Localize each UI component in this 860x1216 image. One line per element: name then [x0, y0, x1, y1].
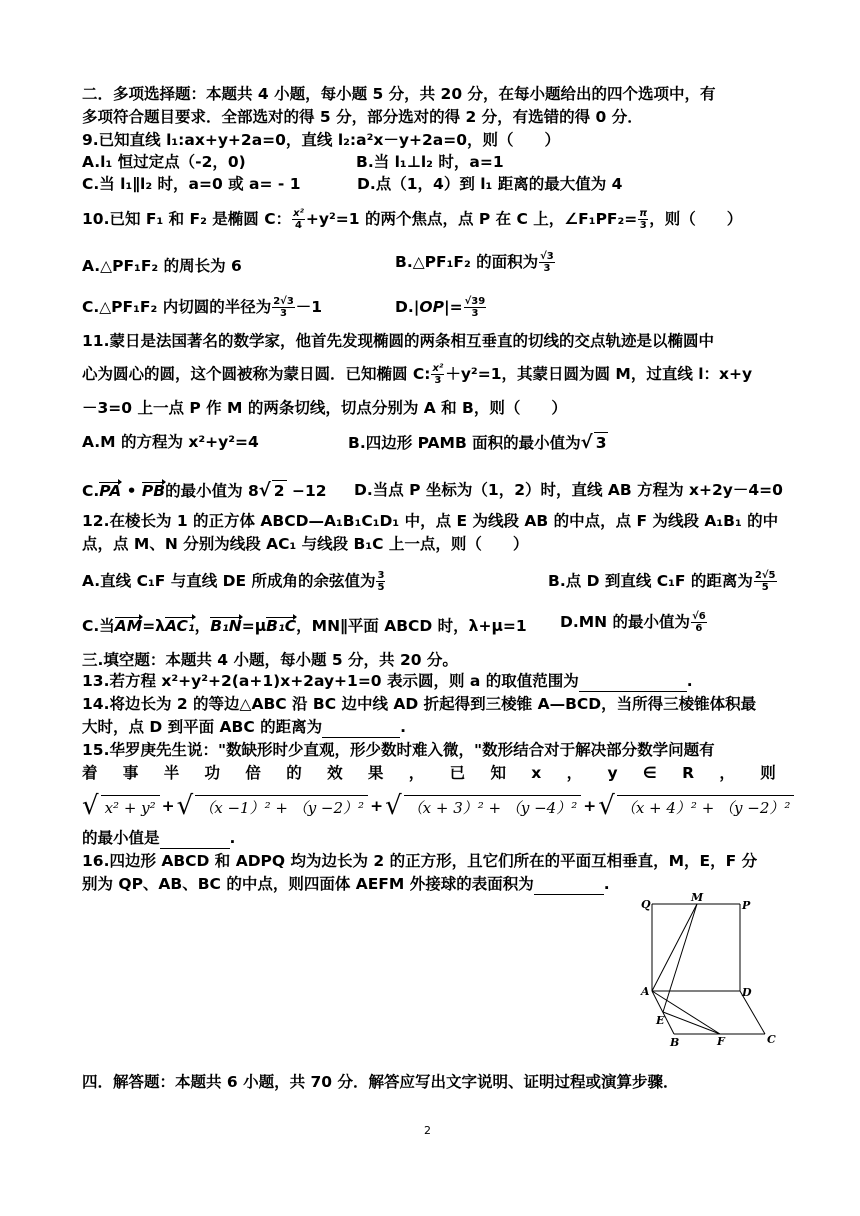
- q14-text: 大时，点 D 到平面 ABC 的距离为: [82, 718, 323, 736]
- q12-option-c: [82, 616, 527, 636]
- q10-stem-pre: 10.已知 F₁ 和 F₂ 是椭圆 C：: [82, 210, 292, 228]
- q9-option-b: B.当 l₁⊥l₂ 时，a=1: [356, 153, 504, 171]
- q10-d-den: 3: [471, 308, 479, 319]
- q12-c-pre: C.当: [82, 617, 115, 635]
- q10-c-den: 3: [280, 308, 287, 319]
- page-number: 2: [424, 1124, 431, 1137]
- q11-c-dot: •: [121, 482, 142, 500]
- label-q: Q: [641, 898, 651, 911]
- q10-stem: [82, 208, 742, 231]
- q12-d-den: 6: [695, 623, 703, 634]
- q10-c-num: 2√3: [273, 296, 294, 307]
- label-c: C: [767, 1033, 776, 1046]
- q12-option-a: [82, 570, 386, 593]
- q11-b-radicand: 3: [595, 434, 607, 452]
- q13-answer-blank[interactable]: [579, 671, 687, 692]
- q13-post: .: [686, 672, 693, 690]
- q16-post: .: [603, 875, 610, 893]
- label-f: F: [717, 1035, 725, 1048]
- q10-stem-mid: +y²=1 的两个焦点，点 P 在 C 上，∠F₁PF₂=: [305, 210, 638, 228]
- q14-line2: [82, 717, 406, 738]
- vector-ac1: AC₁: [164, 617, 195, 635]
- radical-sign: √: [385, 791, 402, 821]
- q10-stem-post: ，则（ ）: [649, 210, 743, 228]
- segment-me: [663, 904, 697, 1012]
- q15-expression: [82, 786, 794, 826]
- q12-a-den: 5: [377, 582, 385, 593]
- q15-line2-char: 则: [760, 764, 776, 782]
- radical-sign: √: [258, 480, 271, 501]
- q15-line2-char: y: [607, 764, 618, 782]
- q15-line2-char: 果: [367, 764, 384, 782]
- q11-c-radicand: 2: [273, 482, 285, 500]
- q10-c-text: C.△PF₁F₂ 内切圆的半径为: [82, 298, 272, 316]
- q15-line2-char: ，: [408, 764, 425, 782]
- radical-sign: √: [82, 791, 99, 821]
- q12-d-fraction: [691, 611, 707, 634]
- q12-option-d: [560, 611, 708, 634]
- q10-option-d: [395, 296, 487, 319]
- q14-answer-blank[interactable]: [322, 717, 400, 738]
- q10-d-fraction: [464, 296, 487, 319]
- q12-b-fraction: [754, 570, 777, 593]
- q10-frac-num: x²: [293, 208, 304, 219]
- plus-sign: +: [583, 797, 597, 815]
- vector-pb: PB: [141, 482, 166, 500]
- q14-post: .: [400, 718, 407, 736]
- q15-text: 的最小值是: [82, 829, 160, 847]
- q15-line2: [82, 763, 776, 783]
- q10-option-c: [82, 296, 322, 319]
- q11-c-mid: 的最小值为 8: [165, 482, 259, 500]
- q12-c-eq1: =λ: [142, 617, 165, 635]
- q15-line2-char: 倍: [245, 764, 261, 782]
- section4-header: 四．解答题：本题共 6 小题，共 70 分．解答应写出文字说明、证明过程或演算步骤．: [82, 1073, 679, 1091]
- q11-c-pre: C.: [82, 482, 100, 500]
- q12-a-num: 3: [377, 570, 385, 581]
- q10-b-text: B.△PF₁F₂ 的面积为: [395, 253, 539, 271]
- q15-line1: 15.华罗庚先生说："数缺形时少直观，形少数时难入微，"数形结合对于解决部分数学问题有: [82, 741, 715, 759]
- q9-option-c: C.当 l₁∥l₂ 时，a=0 或 a= - 1: [82, 175, 301, 193]
- q10-b-num: √3: [540, 251, 554, 262]
- q10-fraction-pi-over-3: [638, 208, 648, 231]
- geometry-figure: [632, 890, 782, 1050]
- label-p: P: [742, 899, 751, 912]
- q15-line2-char: 功: [204, 764, 221, 782]
- label-b: B: [670, 1036, 680, 1049]
- q15-line2-char: 半: [163, 764, 180, 782]
- q12-b-den: 5: [761, 582, 769, 593]
- vector-b1n: B₁N: [210, 617, 242, 635]
- section2-line2: 多项符合题目要求．全部选对的得 5 分，部分选对的得 2 分，有选错的得 0 分．: [82, 108, 643, 126]
- label-d: D: [742, 986, 752, 999]
- q9-option-a: A.l₁ 恒过定点（-2，0): [82, 153, 246, 171]
- q11-frac-num: x²: [432, 363, 444, 374]
- q15-line2-char: 的: [286, 764, 302, 782]
- q10-fraction-x2-over-4: [292, 208, 305, 231]
- q16-line1: 16.四边形 ABCD 和 ADPQ 均为边长为 2 的正方形，且它们所在的平面互相垂直，M，E，F 分: [82, 852, 758, 870]
- q12-line1: 12.在棱长为 1 的正方体 ABCD—A₁B₁C₁D₁ 中，点 E 为线段 AB 的中点，点 F 为线段 A₁B₁ 的中: [82, 512, 779, 530]
- label-m: M: [691, 891, 704, 904]
- q15-line2-char: 着: [82, 764, 98, 782]
- q10-b-fraction: [539, 251, 555, 274]
- q10-frac-den: 4: [295, 220, 302, 231]
- q16-text: 别为 QP、AB、BC 的中点，则四面体 AEFM 外接球的表面积为: [82, 875, 534, 893]
- q16-line2: [82, 874, 610, 895]
- q10-option-a: A.△PF₁F₂ 的周长为 6: [82, 257, 242, 275]
- q11-frac-den: 3: [434, 375, 442, 386]
- q12-d-text: D.MN 的最小值为: [560, 613, 691, 631]
- section2-line1: 二．多项选择题：本题共 4 小题，每小题 5 分，共 20 分，在每小题给出的四个选项中，有: [82, 85, 716, 103]
- q10-b-den: 3: [543, 263, 551, 274]
- q10-d-op: OP: [419, 298, 444, 316]
- q15-line2-char: R: [682, 764, 695, 782]
- q11-option-d: D.当点 P 坐标为（1，2）时，直线 AB 方程为 x+2y－4=0: [354, 481, 783, 499]
- q15-radicand-1: x² + y²: [101, 795, 160, 818]
- q11-b-text: B.四边形 PAMB 面积的最小值为: [348, 434, 581, 452]
- q13: [82, 671, 693, 692]
- q10-d-pre: D.|: [395, 298, 420, 316]
- q11-line3: －3=0 上一点 P 作 M 的两条切线，切点分别为 A 和 B，则（ ）: [82, 399, 567, 417]
- q15-line2-char: 知: [490, 764, 506, 782]
- q15-line2-char: 效: [327, 764, 343, 782]
- q11-l2-post: ＋y²=1，其蒙日圆为圆 M，过直线 l：x+y: [445, 365, 753, 383]
- q10-c-fraction: [272, 296, 295, 319]
- label-e: E: [656, 1014, 665, 1027]
- q12-d-num: √6: [692, 611, 706, 622]
- q14-line1: 14.将边长为 2 的等边△ABC 沿 BC 边中线 AD 折起得到三棱锥 A—BCD，当所得三棱锥体积最: [82, 695, 757, 713]
- q15-radicand-2: （x −1）² + （y −2）²: [195, 795, 368, 818]
- q15-radicand-4: （x + 4）² + （y −2）²: [617, 795, 795, 818]
- q10-c-post: －1: [295, 298, 323, 316]
- q12-a-fraction: [376, 570, 385, 593]
- q11-line2: [82, 363, 752, 386]
- segment-ef: [663, 1012, 720, 1034]
- q15-line2-char: 已: [449, 764, 466, 782]
- section3-header: 三.填空题：本题共 4 小题，每小题 5 分，共 20 分。: [82, 651, 458, 669]
- q11-c-post: −12: [286, 482, 327, 500]
- q15-line2-char: ，: [566, 764, 583, 782]
- plus-sign: +: [161, 797, 175, 815]
- q15-line2-char: x: [531, 764, 542, 782]
- q12-c-post: ，MN∥平面 ABCD 时，λ+μ=1: [296, 617, 527, 635]
- q15-line2-char: 事: [122, 764, 139, 782]
- vector-am: AM: [114, 617, 143, 635]
- q10-d-mid: |=: [443, 298, 463, 316]
- q13-text: 13.若方程 x²+y²+2(a+1)x+2ay+1=0 表示圆，则 a 的取值范围为: [82, 672, 579, 690]
- q16-answer-blank[interactable]: [534, 874, 604, 895]
- q11-line1: 11.蒙日是法国著名的数学家，他首先发现椭圆的两条相互垂直的切线的交点轨迹是以椭圆中: [82, 332, 714, 350]
- radical-sign: √: [580, 432, 593, 453]
- q10-pi-den: 3: [639, 220, 647, 231]
- q11-option-a: A.M 的方程为 x²+y²=4: [82, 433, 259, 451]
- q10-option-b: [395, 251, 556, 274]
- q9-stem: 9.已知直线 l₁:ax+y+2a=0，直线 l₂:a²x－y+2a=0，则（ ）: [82, 131, 560, 149]
- segment-af: [652, 991, 720, 1034]
- q11-l2-pre: 心为圆心的圆，这个圆被称为蒙日圆．已知椭圆 C:: [82, 365, 431, 383]
- q12-a-text: A.直线 C₁F 与直线 DE 所成角的余弦值为: [82, 572, 376, 590]
- plus-sign: +: [370, 797, 384, 815]
- q11-option-c: [82, 480, 327, 501]
- q12-option-b: [548, 570, 778, 593]
- q11-option-b: [348, 432, 608, 453]
- q12-c-eq2: =μ: [241, 617, 267, 635]
- radical-sign: √: [176, 791, 194, 821]
- q15-answer-blank[interactable]: [160, 828, 230, 849]
- q12-b-text: B.点 D 到直线 C₁F 的距离为: [548, 572, 753, 590]
- vector-b1c: B₁C: [266, 617, 297, 635]
- q10-d-num: √39: [464, 296, 486, 307]
- q12-line2: 点，点 M、N 分别为线段 AC₁ 与线段 B₁C 上一点，则（ ）: [82, 535, 529, 553]
- q15-line2-char: ∈: [642, 764, 657, 782]
- label-a: A: [641, 985, 650, 998]
- q15-line4: [82, 828, 235, 849]
- segment-ma: [652, 904, 697, 991]
- q15-post: .: [229, 829, 236, 847]
- q15-radicand-3: （x + 3）² + （y −4）²: [404, 795, 582, 818]
- vector-pa: PA: [99, 482, 122, 500]
- radical-sign: √: [598, 791, 615, 821]
- q15-line2-char: ，: [719, 764, 735, 782]
- q10-pi-num: π: [639, 208, 648, 219]
- q12-c-sep: ，: [194, 617, 211, 635]
- q12-b-num: 2√5: [754, 570, 776, 581]
- q11-fraction: [431, 363, 444, 386]
- q9-option-d: D.点（1，4）到 l₁ 距离的最大值为 4: [357, 175, 623, 193]
